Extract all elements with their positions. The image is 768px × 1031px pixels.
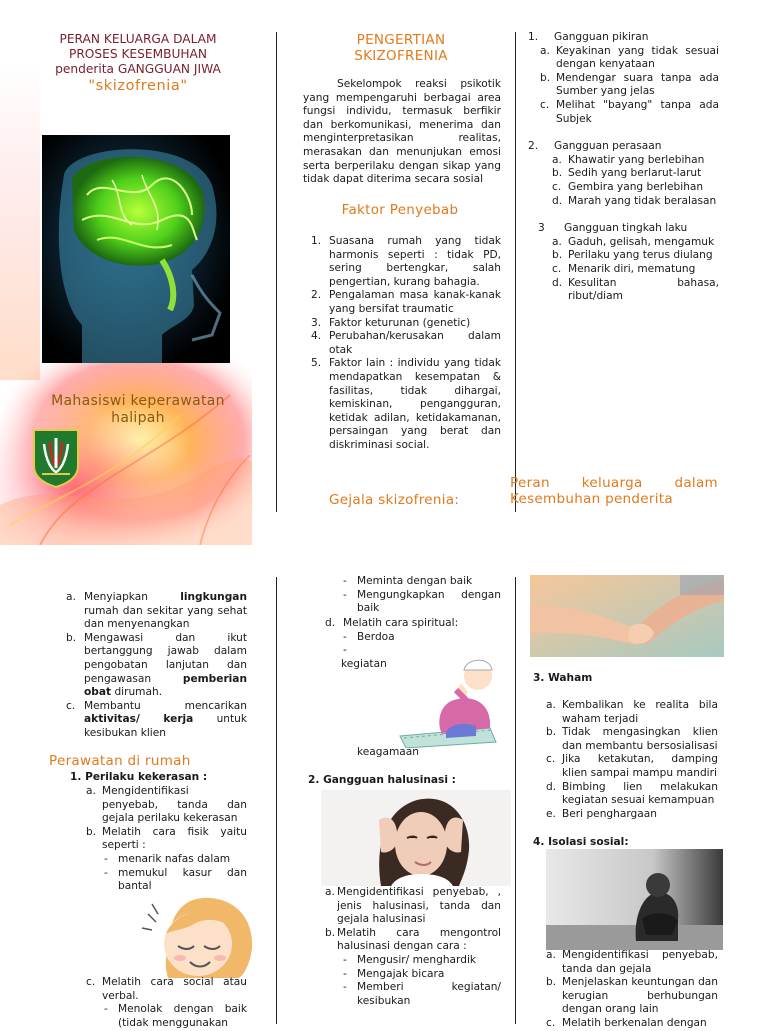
peran-item-pre: Mengawasi dan ikut bertanggung jawab dalam pengobatan lanjutan dan pengawasan <box>84 631 247 685</box>
gejala-item-text: Keyakinan yang tidak sesuai dengan kenyataan <box>556 44 719 71</box>
sec1-item <box>86 826 247 853</box>
sec2-list <box>325 886 501 1008</box>
woman-image <box>321 790 511 886</box>
faktor-list <box>311 235 501 453</box>
gejala-group-items <box>540 45 719 127</box>
sec4-item-marker: c. <box>546 1016 556 1029</box>
peran-list <box>66 591 247 741</box>
sec1-list <box>86 785 247 894</box>
sec1-dash: - memukul kasur dan bantal <box>102 867 247 894</box>
peran-item-post: rumah dan sekitar yang sehat dan menyenangkan <box>84 604 247 631</box>
cover-title-line-2: PROSES KESEMBUHAN <box>68 47 207 61</box>
faktor-item <box>311 330 501 357</box>
sec3-item-text: Beri penghargaan <box>562 807 657 820</box>
gejala-group-title-marker: 1. <box>528 31 539 43</box>
peran-item-pre: Menyiapkan <box>84 591 181 603</box>
sec4-item-marker: a. <box>546 949 556 961</box>
gejala-group-title-marker: 3 <box>538 222 545 235</box>
fold-line-1 <box>276 32 277 512</box>
gejala-item <box>552 277 719 304</box>
sec3-item <box>546 726 718 753</box>
sec2-dash: - Mengajak bicara <box>341 968 501 982</box>
gejala-item-marker: d. <box>552 194 563 207</box>
sec4-list <box>546 949 718 1031</box>
fold-line-2 <box>515 32 516 512</box>
gejala-item-marker: d. <box>552 276 563 289</box>
sec3-item-marker: d. <box>546 780 557 793</box>
sec1-item-text: Melatih cara fisik yaitu seperti : <box>102 825 247 852</box>
sec1-title: 1. Perilaku kekerasan : <box>70 771 208 783</box>
institution-logo <box>32 428 80 488</box>
faktor-heading: Faktor Penyebab <box>341 202 459 218</box>
gejala-item <box>552 236 719 250</box>
gejala-list <box>528 31 719 304</box>
sec3-item-text: Jika ketakutan, damping klien sampai mampu mandiri <box>562 753 718 779</box>
sec1-c-dash: - Menolak dengan baik (tidak menggunakan <box>102 1003 247 1030</box>
gejala-item <box>552 263 719 277</box>
peran-item-post: untuk kesibukan klien <box>84 713 247 739</box>
gejala-item-marker: c. <box>540 98 550 111</box>
sec3-item-marker: b. <box>546 726 557 739</box>
faktor-item-marker: 2. <box>311 289 322 302</box>
gejala-group-title-text: Gangguan perasaan <box>554 140 662 153</box>
sec1-item-text: Mengidentifikasi penyebab, tanda dan gejala perilaku kekerasan <box>102 785 247 825</box>
sec3-list <box>546 699 718 821</box>
gejala-item <box>552 181 719 195</box>
gejala-item-text: Mendengar suara tanpa ada Sumber yang jelas <box>556 71 719 98</box>
peran-heading <box>510 475 718 507</box>
sec3-item-text: Tidak mengasingkan klien dan membantu bersosialisasi <box>562 726 718 752</box>
sec1-c-item <box>86 976 247 1003</box>
pengertian-heading-line-1: PENGERTIAN <box>356 32 446 48</box>
gejala-item-marker: a. <box>540 44 550 57</box>
sec3-item <box>546 781 718 808</box>
gejala-group-title <box>538 222 719 236</box>
faktor-item-text: Faktor lain : individu yang tidak mendapatkan kesempatan & fasilitas, tidak dihargai, kemiskinan, pengangguran, ketidak adilan, ketidakamanan, persaingan yang berat dan diskriminasi social. <box>329 357 501 451</box>
sec1-item-marker: b. <box>86 825 97 838</box>
sec2-dash: - Memberi kegiatan/ kesibukan <box>341 981 501 1008</box>
faktor-item-marker: 1. <box>311 235 322 247</box>
sec2-item <box>325 886 501 927</box>
gejala-item-text: Perilaku yang terus diulang <box>568 249 713 262</box>
col2-top-dashes <box>341 575 501 616</box>
sad-person-image <box>546 849 723 950</box>
face-image <box>138 894 258 978</box>
gejala-group-title-text: Gangguan pikiran <box>554 31 649 43</box>
page-2 <box>0 560 768 1029</box>
faktor-item <box>311 317 501 331</box>
gejala-item <box>552 195 719 209</box>
cover-title <box>20 32 256 95</box>
peran-item <box>66 591 247 632</box>
sec3-item <box>546 808 718 822</box>
gejala-item-text: Kesulitan bahasa, ribut/diam <box>568 276 719 303</box>
pengertian-body: Sekelompok reaksi psikotik yang mempengaruhi berbagai area fungsi individu, termasuk berfikir dan berkomunikasi, menerima dan menginterpretasikan realitas, merasakan dan menunjukan emosi serta berperilaku dengan sikap yang tidak dapat diterima secara sosial <box>303 78 501 186</box>
peran-item-bold: pemberian obat <box>84 672 247 699</box>
spiritual-title-text: Melatih cara spiritual: <box>343 617 459 629</box>
pengertian-heading <box>300 32 502 64</box>
brain-image <box>42 135 230 363</box>
sec1-item <box>86 785 247 826</box>
faktor-item-marker: 4. <box>311 330 322 343</box>
sec2-item-marker: a. <box>325 886 335 898</box>
sec4-item-text: Melatih berkenalan dengan <box>562 1016 707 1029</box>
sec1-item-marker: a. <box>86 785 96 797</box>
faktor-item-marker: 3. <box>311 316 322 329</box>
author-name: halipah <box>111 410 165 426</box>
peran-item-marker: a. <box>66 591 76 603</box>
sec4-item <box>546 976 718 1017</box>
sec3-item-marker: c. <box>546 753 556 766</box>
faktor-item-text: Perubahan/kerusakan dalam otak <box>329 330 501 356</box>
peran-item-bold: aktivitas/ kerja <box>84 713 194 726</box>
faktor-item <box>311 289 501 316</box>
gejala-item-text: Sedih yang berlarut-larut <box>568 167 702 180</box>
gejala-item-text: Khawatir yang berlebihan <box>568 153 705 166</box>
pengertian-heading-line-2: SKIZOFRENIA <box>354 48 448 64</box>
gejala-item-marker: c. <box>552 180 562 193</box>
sec3-item <box>546 753 718 780</box>
sec4-item-text: Menjelaskan keuntungan dan kerugian berhubungan dengan orang lain <box>562 976 718 1016</box>
gejala-item-text: Gaduh, gelisah, mengamuk <box>568 235 715 248</box>
peran-item-bold: lingkungan <box>180 591 247 603</box>
sec4-item-marker: b. <box>546 976 557 989</box>
sec1-c-dash-group <box>102 1003 247 1030</box>
gejala-item-text: Gembira yang berlebihan <box>568 180 704 193</box>
sec3-title: 3. Waham <box>533 672 593 684</box>
sec2-item-text: Melatih cara mengontrol halusinasi dengan cara : <box>337 926 501 953</box>
flame-top-left <box>0 60 40 380</box>
peran-heading-line-2: Kesembuhan penderita <box>510 491 673 507</box>
gejala-group-title-text: Gangguan tingkah laku <box>564 222 688 235</box>
faktor-item <box>311 357 501 452</box>
spiritual-title <box>325 617 500 631</box>
faktor-item <box>311 235 501 289</box>
gejala-item <box>552 167 719 181</box>
sec3-item <box>546 699 718 726</box>
sec1-c <box>86 976 247 1030</box>
faktor-item-marker: 5. <box>311 357 322 370</box>
peran-heading-line-1: Peran keluarga dalam <box>510 475 718 491</box>
gejala-group-items <box>552 236 719 304</box>
sec1-dash: - menarik nafas dalam <box>102 853 247 867</box>
faktor-item-text: Faktor keturunan (genetic) <box>329 316 471 329</box>
faktor-item-text: Suasana rumah yang tidak harmonis seperti : tidak PD, sering bertengkar, salah pengertian, kurang bahagia. <box>329 235 501 288</box>
fold-line-3 <box>276 577 277 1024</box>
spiritual-dash: - Berdoa <box>341 631 500 645</box>
keagamaan-text: keagamaan <box>357 746 420 758</box>
sec3-item-marker: a. <box>546 699 556 711</box>
sec1-c-item-marker: c. <box>86 976 96 988</box>
gejala-item <box>540 99 719 126</box>
peran-item-post: dirumah. <box>111 686 163 699</box>
gejala-item-text: Melihat "bayang" tanpa ada Subjek <box>556 98 719 125</box>
sec4-item <box>546 949 718 976</box>
gejala-item-marker: b. <box>540 71 551 84</box>
cover-title-line-1: PERAN KELUARGA DALAM <box>59 32 217 46</box>
gejala-item-marker: b. <box>552 249 563 262</box>
cover-title-line-3: penderita GANGGUAN JIWA <box>55 62 221 76</box>
peran-item <box>66 632 247 700</box>
gejala-item-text: Marah yang tidak beralasan <box>568 194 717 207</box>
col2-dash: - Meminta dengan baik <box>341 575 501 589</box>
peran-item-marker: c. <box>66 699 76 712</box>
gejala-item <box>552 154 719 168</box>
gejala-item-marker: a. <box>552 235 562 248</box>
peran-item <box>66 700 247 741</box>
sec2-item <box>325 927 501 954</box>
sec3-item-text: Bimbing lien melakukan kegiatan sesuai kemampuan <box>562 780 718 807</box>
gejala-item <box>552 249 719 263</box>
spiritual-title-marker: d. <box>325 617 336 629</box>
sec2-item-text: Mengidentifikasi penyebab, , jenis halusinasi, tanda dan gejala halusinasi <box>337 886 501 926</box>
gejala-item-marker: b. <box>552 167 563 180</box>
peran-item-marker: b. <box>66 631 77 644</box>
cover-title-quote: "skizofrenia" <box>88 78 188 94</box>
sec1-c-item-text: Melatih cara social atau verbal. <box>102 976 247 1002</box>
fold-line-4 <box>515 577 516 1024</box>
sec2-item-marker: b. <box>325 926 336 939</box>
sec1-dash-group <box>102 853 247 894</box>
gejala-item-text: Menarik diri, mematung <box>568 262 696 275</box>
faktor-item-text: Pengalaman masa kanak-kanak yang bersifat traumatic <box>329 289 501 315</box>
gejala-group-title <box>528 140 719 154</box>
peran-item-pre: Membantu mencarikan <box>84 699 247 712</box>
col2-dash: - Mengungkapkan dengan baik <box>341 589 501 616</box>
gejala-group-title <box>528 31 719 45</box>
sec2-dash: - Mengusir/ menghardik <box>341 954 501 968</box>
gejala-group-items <box>552 154 719 208</box>
gejala-item <box>540 45 719 72</box>
gejala-group-title-marker: 2. <box>528 140 539 153</box>
sec4-title: 4. Isolasi sosial: <box>533 836 629 848</box>
gejala-item-marker: c. <box>552 262 562 275</box>
author-label: Mahasiswi keperawatan <box>51 393 225 409</box>
sec3-item-text: Kembalikan ke realita bila waham terjadi <box>562 699 718 725</box>
kegiatan-text: kegiatan <box>341 657 387 670</box>
gejala-heading: Gejala skizofrenia: <box>329 492 460 508</box>
gejala-item-marker: a. <box>552 153 562 166</box>
sec3-item-marker: e. <box>546 807 556 820</box>
gejala-item <box>540 72 719 99</box>
perawatan-heading: Perawatan di rumah <box>49 753 191 769</box>
hands-image <box>530 575 724 657</box>
sec4-item-text: Mengidentifikasi penyebab, tanda dan gejala <box>562 949 718 975</box>
sec2-title: 2. Gangguan halusinasi : <box>308 774 456 786</box>
sec2-dash-group <box>341 954 501 1008</box>
author-block <box>20 393 256 427</box>
praying-boy-image <box>396 644 500 748</box>
